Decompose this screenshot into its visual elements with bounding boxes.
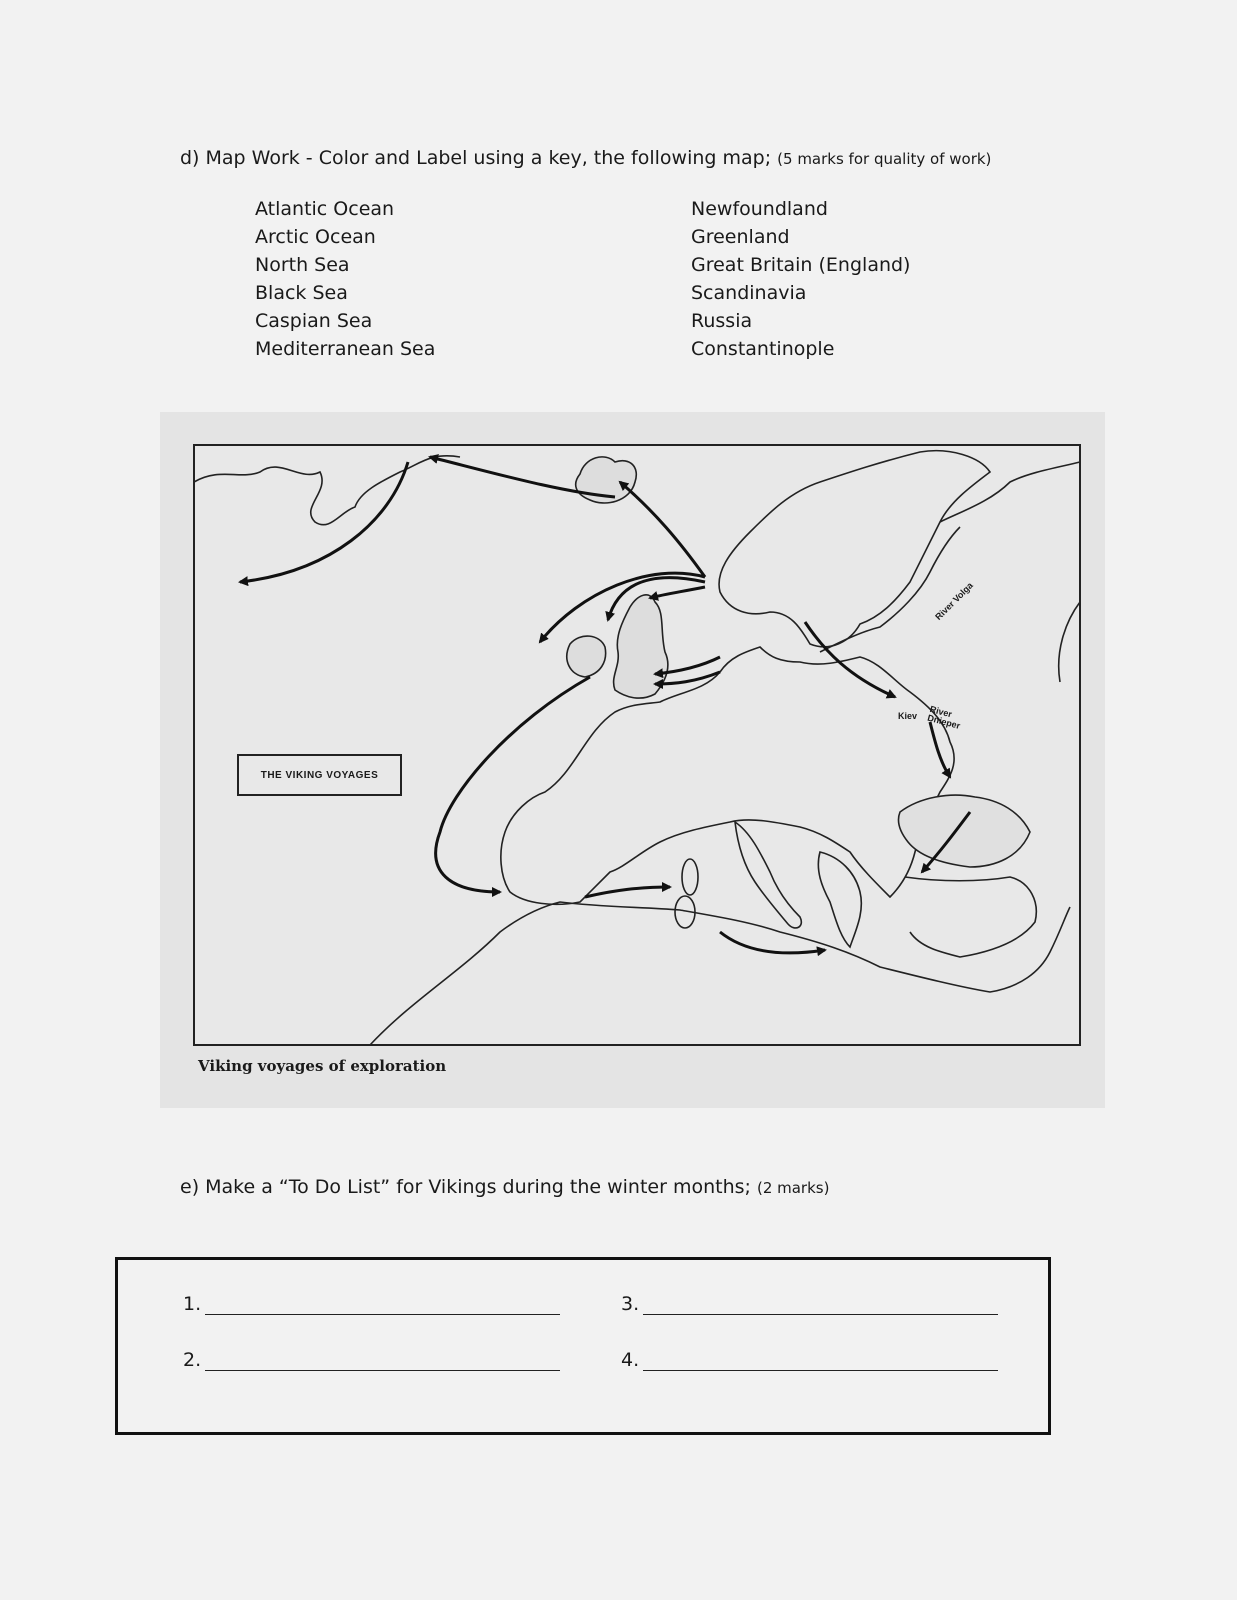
question-e-text: e) Make a “To Do List” for Vikings during the winter months; [180, 1176, 751, 1198]
term-scandinavia: Scandinavia [691, 282, 807, 304]
todo-item-2-number: 2. [183, 1349, 202, 1371]
term-north-sea: North Sea [255, 254, 350, 276]
term-arctic-ocean: Arctic Ocean [255, 226, 376, 248]
todo-item-2 [183, 1349, 560, 1371]
label-terms-right [691, 195, 910, 363]
term-newfoundland: Newfoundland [691, 198, 828, 220]
question-d-text: d) Map Work - Color and Label using a key, the following map; [180, 147, 772, 169]
term-greenland: Greenland [691, 226, 790, 248]
map-caption: Viking voyages of exploration [198, 1057, 447, 1075]
term-great-britain: Great Britain (England) [691, 254, 911, 276]
todo-item-1-number: 1. [183, 1293, 202, 1315]
term-constantinople: Constantinople [691, 338, 835, 360]
term-russia: Russia [691, 310, 753, 332]
todo-item-3-number: 3. [621, 1293, 640, 1315]
map-frame [194, 445, 1080, 1045]
todo-item-1-blank[interactable] [205, 1294, 560, 1315]
question-e-marks: (2 marks) [756, 1179, 830, 1197]
term-atlantic-ocean: Atlantic Ocean [255, 198, 395, 220]
todo-list-box [115, 1257, 1051, 1435]
todo-item-4 [621, 1349, 998, 1371]
todo-item-1 [183, 1293, 560, 1315]
todo-item-3 [621, 1293, 998, 1315]
river-dnieper-label: River Dnieper [926, 703, 962, 731]
term-caspian-sea: Caspian Sea [255, 310, 373, 332]
kiev-label: Kiev [898, 711, 918, 721]
term-black-sea: Black Sea [255, 282, 348, 304]
question-e [180, 1176, 829, 1198]
map-title-box: THE VIKING VOYAGES [237, 754, 402, 796]
todo-item-2-blank[interactable] [205, 1350, 560, 1371]
todo-item-4-blank[interactable] [643, 1350, 998, 1371]
todo-item-4-number: 4. [621, 1349, 640, 1371]
todo-item-3-blank[interactable] [643, 1294, 998, 1315]
river-volga-label: River Volga [933, 580, 975, 622]
label-terms-left [255, 195, 435, 363]
question-d [180, 147, 991, 169]
viking-voyages-map [160, 412, 1105, 1108]
question-d-marks: (5 marks for quality of work) [777, 150, 992, 168]
term-mediterranean-sea: Mediterranean Sea [255, 338, 436, 360]
